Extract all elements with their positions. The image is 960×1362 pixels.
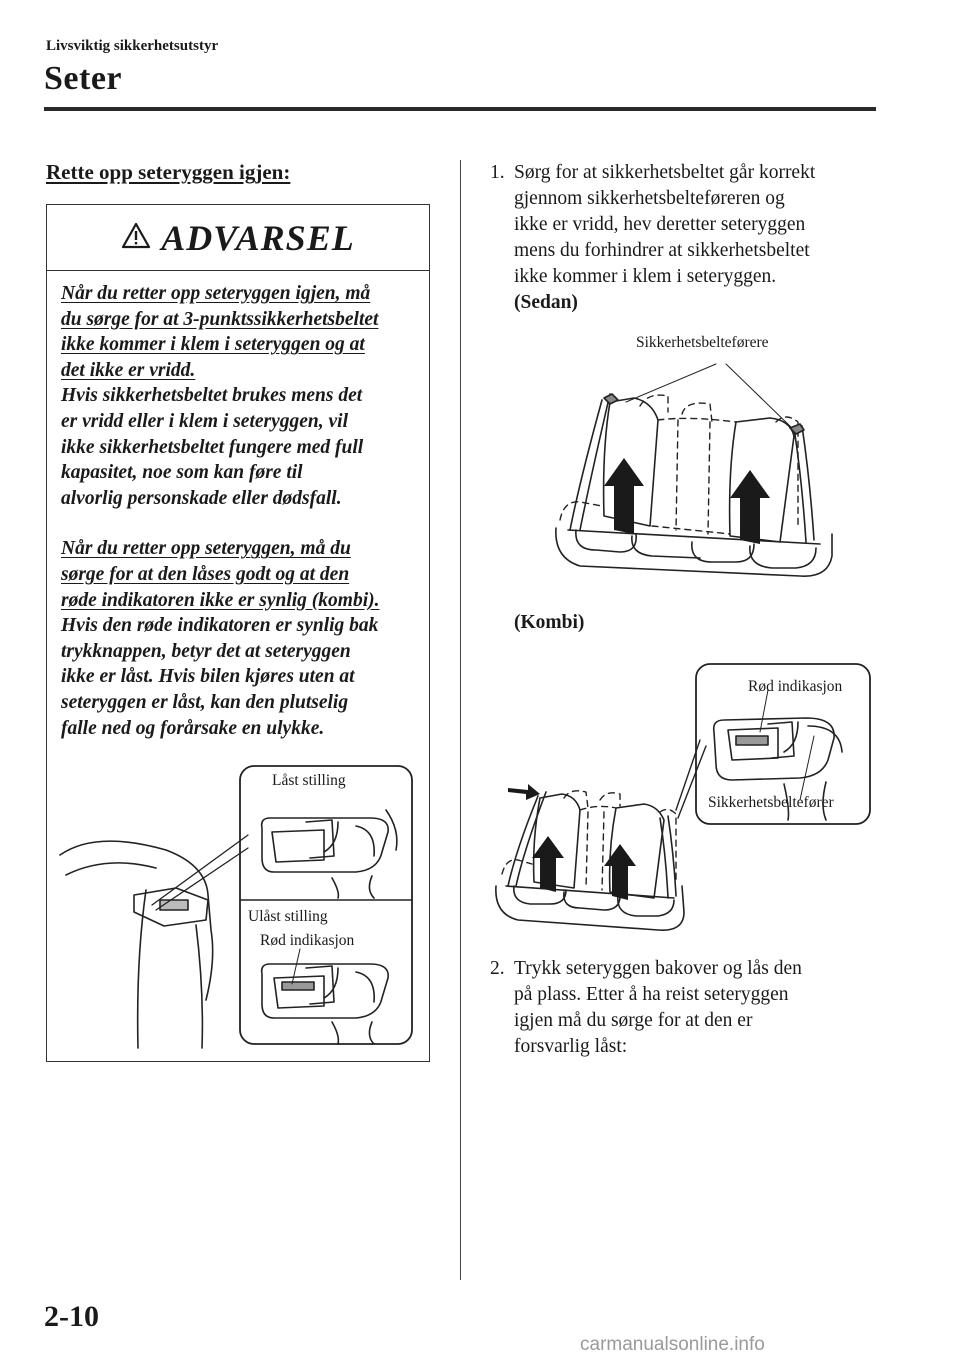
- warning-triangle-icon: [121, 222, 151, 254]
- warning-line: det ikke er vridd.: [61, 359, 196, 381]
- warning-line: du sørge for at 3-punktssikkerhetsbeltet: [61, 308, 379, 330]
- step-line: mens du forhindrer at sikkerhetsbeltet: [514, 240, 810, 261]
- kombi-seat-figure: [488, 660, 872, 940]
- warning-line: alvorlig personskade eller dødsfall.: [61, 487, 342, 509]
- warning-line: ikke sikkerhetsbeltet fungere med full: [61, 436, 364, 458]
- locked-position-label: Låst stilling: [272, 772, 346, 789]
- step-line: Sørg for at sikkerhetsbeltet går korrekt: [514, 162, 816, 183]
- warning-line: Hvis sikkerhetsbeltet brukes mens det: [61, 385, 363, 407]
- warning-title: ADVARSEL: [161, 217, 355, 258]
- warning-line: er vridd eller i klem i seteryggen, vil: [61, 410, 349, 432]
- sub-heading: Rette opp seteryggen igjen:: [46, 160, 291, 184]
- step-line: ikke er vridd, hev deretter seteryggen: [514, 214, 806, 235]
- warning-header: [47, 205, 429, 271]
- step-1: [490, 160, 884, 316]
- variant-kombi-label: (Kombi): [514, 612, 585, 633]
- warning-line: falle ned og forårsake en ulykke.: [61, 717, 325, 739]
- warning-line: ikke er låst. Hvis bilen kjøres uten at: [61, 666, 355, 688]
- warning-text: [61, 281, 427, 741]
- lock-illustration: [56, 760, 416, 1050]
- warning-line: Hvis den røde indikatoren er synlig bak: [61, 615, 379, 637]
- kombi-belt-guide-label: Sikkerhetsbeltefører: [708, 794, 834, 811]
- step-number: 2.: [490, 958, 505, 979]
- lock-position-figure: [56, 760, 416, 1050]
- page-title: Seter: [44, 60, 123, 97]
- watermark: carmanualsonline.info: [580, 1334, 765, 1355]
- unlocked-position-label: Ulåst stilling: [248, 908, 328, 925]
- variant-kombi: [490, 610, 884, 636]
- title-rule: [44, 107, 876, 111]
- step-line: Trykk seteryggen bakover og lås den: [514, 958, 802, 979]
- warning-line: seteryggen er låst, kan den plutselig: [61, 691, 349, 713]
- step-line: gjennom sikkerhetsbelteføreren og: [514, 188, 785, 209]
- belt-guides-label: Sikkerhetsbelteførere: [636, 334, 769, 351]
- step-line: igjen må du sørge for at den er: [514, 1010, 753, 1031]
- warning-line: Når du retter opp seteryggen igjen, må: [61, 283, 371, 304]
- kombi-red-indicator-label: Rød indikasjon: [748, 678, 843, 695]
- warning-line: trykknappen, betyr det at seteryggen: [61, 640, 351, 662]
- red-indicator-label: Rød indikasjon: [260, 932, 355, 949]
- column-divider: [460, 160, 461, 1280]
- step-line: på plass. Etter å ha reist seteryggen: [514, 984, 789, 1005]
- sedan-seat-figure: [540, 330, 860, 580]
- step-2: [490, 956, 884, 1060]
- page-number: 2-10: [44, 1300, 99, 1333]
- warning-line: Når du retter opp seteryggen, må du: [61, 538, 351, 560]
- section-label: Livsviktig sikkerhetsutstyr: [46, 38, 219, 54]
- warning-line: kapasitet, noe som kan føre til: [61, 462, 303, 484]
- warning-line: røde indikatoren ikke er synlig (kombi).: [61, 589, 380, 611]
- variant-sedan-label: (Sedan): [514, 292, 578, 313]
- step-body: [514, 956, 884, 1060]
- paragraph-gap: [61, 511, 427, 536]
- step-number: 1.: [490, 162, 505, 183]
- step-line: forsvarlig låst:: [514, 1036, 628, 1057]
- sedan-illustration: [540, 330, 860, 580]
- step-body: [514, 160, 884, 316]
- warning-line: sørge for at den låses godt og at den: [61, 563, 350, 585]
- step-line: ikke kommer i klem i seteryggen.: [514, 266, 777, 287]
- warning-line: ikke kommer i klem i seteryggen og at: [61, 334, 365, 356]
